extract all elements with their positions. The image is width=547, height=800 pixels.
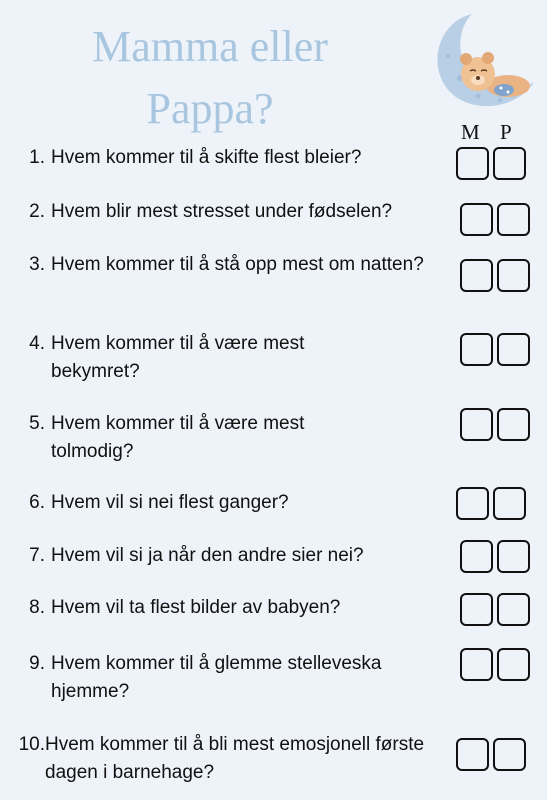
question-number: 1.	[29, 147, 45, 168]
pappa-checkbox[interactable]	[493, 738, 526, 771]
pappa-checkbox[interactable]	[497, 259, 530, 292]
pappa-checkbox[interactable]	[493, 147, 526, 180]
question-item	[0, 144, 451, 172]
question-text: Hvem kommer til å være mest tolmodig?	[51, 413, 305, 462]
title-line-2: Pappa?	[146, 84, 274, 133]
answer-boxes	[460, 259, 530, 292]
mamma-checkbox[interactable]	[460, 593, 493, 626]
question-text: Hvem vil ta flest bilder av babyen?	[51, 597, 341, 618]
pappa-checkbox[interactable]	[493, 487, 526, 520]
question-item	[0, 489, 441, 517]
question-item	[0, 330, 381, 386]
question-number: 6.	[29, 492, 45, 513]
moon-with-teddy-bear-icon	[420, 8, 540, 113]
title-line-1: Mamma eller	[92, 22, 328, 71]
mamma-checkbox[interactable]	[456, 487, 489, 520]
question-number: 9.	[29, 653, 45, 674]
question-text: Hvem blir mest stresset under fødselen?	[51, 201, 393, 222]
mamma-checkbox[interactable]	[460, 408, 493, 441]
answer-boxes	[456, 147, 526, 180]
answer-boxes	[460, 408, 530, 441]
answer-boxes	[460, 333, 530, 366]
question-number: 3.	[29, 254, 45, 275]
answer-boxes	[460, 203, 530, 236]
question-number: 2.	[29, 201, 45, 222]
answer-boxes	[456, 738, 526, 771]
mamma-checkbox[interactable]	[460, 333, 493, 366]
pappa-checkbox[interactable]	[497, 540, 530, 573]
question-number: 4.	[29, 333, 45, 354]
question-text: Hvem kommer til å bli mest emosjonell første dagen i barnehage?	[45, 734, 425, 783]
question-number: 8.	[29, 597, 45, 618]
question-item	[0, 731, 445, 787]
pappa-checkbox[interactable]	[497, 203, 530, 236]
answer-boxes	[460, 540, 530, 573]
question-number: 7.	[29, 545, 45, 566]
column-pappa-header: P	[500, 120, 512, 144]
answer-boxes	[460, 593, 530, 626]
question-number: 10.	[18, 734, 45, 755]
question-text: Hvem vil si ja når den andre sier nei?	[51, 545, 364, 566]
question-item	[0, 594, 441, 622]
answer-boxes	[460, 648, 530, 681]
mamma-checkbox[interactable]	[456, 147, 489, 180]
question-item	[0, 198, 466, 226]
question-text: Hvem vil si nei flest ganger?	[51, 492, 289, 513]
column-mamma-header: M	[461, 120, 480, 144]
question-item	[0, 251, 436, 279]
pappa-checkbox[interactable]	[497, 593, 530, 626]
question-text: Hvem kommer til å glemme stelleveska hjemme?	[51, 653, 382, 702]
question-text: Hvem kommer til å være mest bekymret?	[51, 333, 305, 382]
pappa-checkbox[interactable]	[497, 408, 530, 441]
mamma-checkbox[interactable]	[460, 540, 493, 573]
pappa-checkbox[interactable]	[497, 333, 530, 366]
question-item	[0, 542, 451, 570]
question-text: Hvem kommer til å skifte flest bleier?	[51, 147, 362, 168]
page-title	[40, 16, 380, 140]
pappa-checkbox[interactable]	[497, 648, 530, 681]
mamma-checkbox[interactable]	[460, 203, 493, 236]
question-item	[0, 650, 451, 706]
answer-boxes	[456, 487, 526, 520]
mamma-checkbox[interactable]	[460, 648, 493, 681]
mamma-checkbox[interactable]	[456, 738, 489, 771]
question-number: 5.	[29, 413, 45, 434]
question-text: Hvem kommer til å stå opp mest om natten?	[51, 254, 424, 275]
mamma-checkbox[interactable]	[460, 259, 493, 292]
question-item	[0, 410, 381, 466]
